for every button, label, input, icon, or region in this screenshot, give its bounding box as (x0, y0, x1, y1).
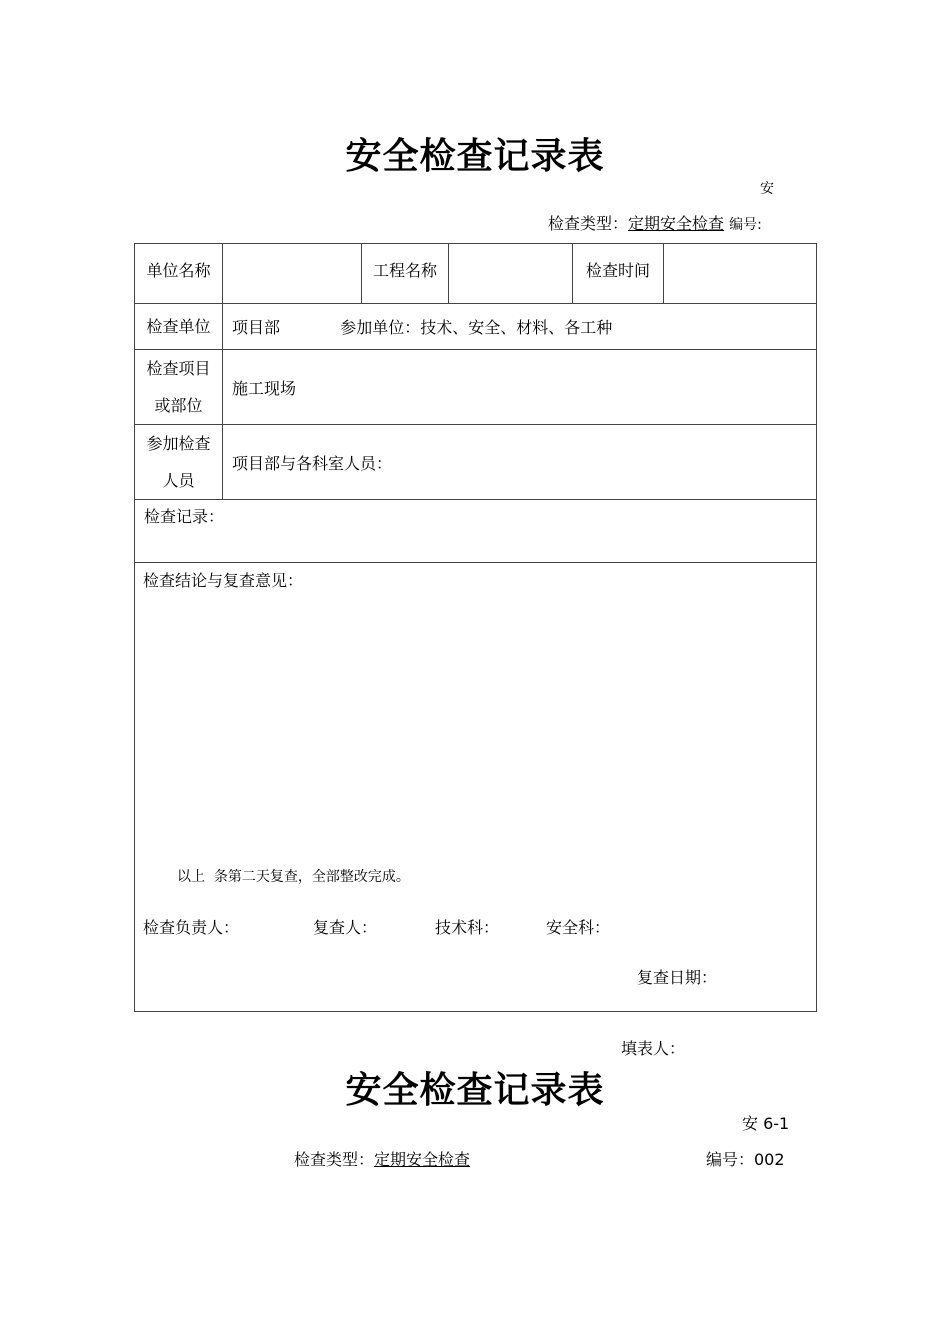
form-row-record (135, 500, 817, 563)
number-label: 编号: (729, 217, 762, 233)
form-row-header (135, 244, 817, 304)
unit-name-field[interactable] (223, 244, 362, 304)
page2-number: 编号：002 (706, 1150, 785, 1169)
check-unit-field[interactable] (223, 304, 817, 350)
form-row-participants (135, 425, 817, 500)
project-name-field[interactable] (449, 244, 573, 304)
record-label: 检查记录： (144, 507, 225, 526)
participants-label (135, 425, 223, 500)
participants-label-line1: 参加检查 (146, 434, 211, 453)
record-field[interactable] (135, 500, 817, 563)
sign-reviewer: 复查人： (313, 918, 378, 937)
inspection-form-table (134, 243, 817, 1012)
check-item-label-line2: 或部位 (154, 396, 203, 415)
review-date: 复查日期： (637, 968, 718, 987)
check-unit-value: 项目部 (232, 318, 281, 337)
page2-check-type-value: 定期安全检查 (374, 1150, 471, 1169)
check-item-label (135, 350, 223, 425)
page2-form-code: 安 6-1 (742, 1114, 790, 1133)
conclusion-label: 检查结论与复查意见： (143, 571, 304, 590)
participants-value: 项目部与各科室人员： (232, 453, 393, 473)
check-item-value: 施工现场 (232, 378, 297, 398)
check-item-label-line1: 检查项目 (146, 359, 211, 378)
check-type-value: 定期安全检查 (628, 214, 725, 233)
page2-check-type-label: 检查类型： (294, 1150, 375, 1169)
participants-label-line2: 人员 (162, 471, 195, 490)
check-type-line (548, 211, 762, 234)
form-row-check-item (135, 350, 817, 425)
check-time-label: 检查时间 (573, 244, 664, 304)
sign-safety: 安全科： (546, 918, 611, 937)
form-row-conclusion (135, 563, 817, 1012)
conclusion-field[interactable] (135, 563, 817, 1012)
page2-title: 安全检查记录表 (345, 1070, 605, 1111)
check-type-label: 检查类型： (548, 214, 629, 233)
page2-check-type-line (294, 1147, 470, 1170)
filler-label: 填表人： (621, 1039, 686, 1058)
form-code: 安 (760, 181, 774, 197)
unit-name-label: 单位名称 (135, 244, 223, 304)
check-time-field[interactable] (664, 244, 817, 304)
project-name-label: 工程名称 (362, 244, 449, 304)
check-item-field[interactable] (223, 350, 817, 425)
sign-leader: 检查负责人： (143, 918, 240, 937)
form-row-check-unit (135, 304, 817, 350)
page-title: 安全检查记录表 (345, 136, 605, 177)
participants-field[interactable] (223, 425, 817, 500)
check-unit-label: 检查单位 (135, 304, 223, 350)
review-note: 以上 条第二天复查，全部整改完成。 (177, 869, 410, 885)
sign-tech: 技术科： (435, 918, 500, 937)
participating-units: 参加单位：技术、安全、材料、各工种 (340, 318, 613, 337)
